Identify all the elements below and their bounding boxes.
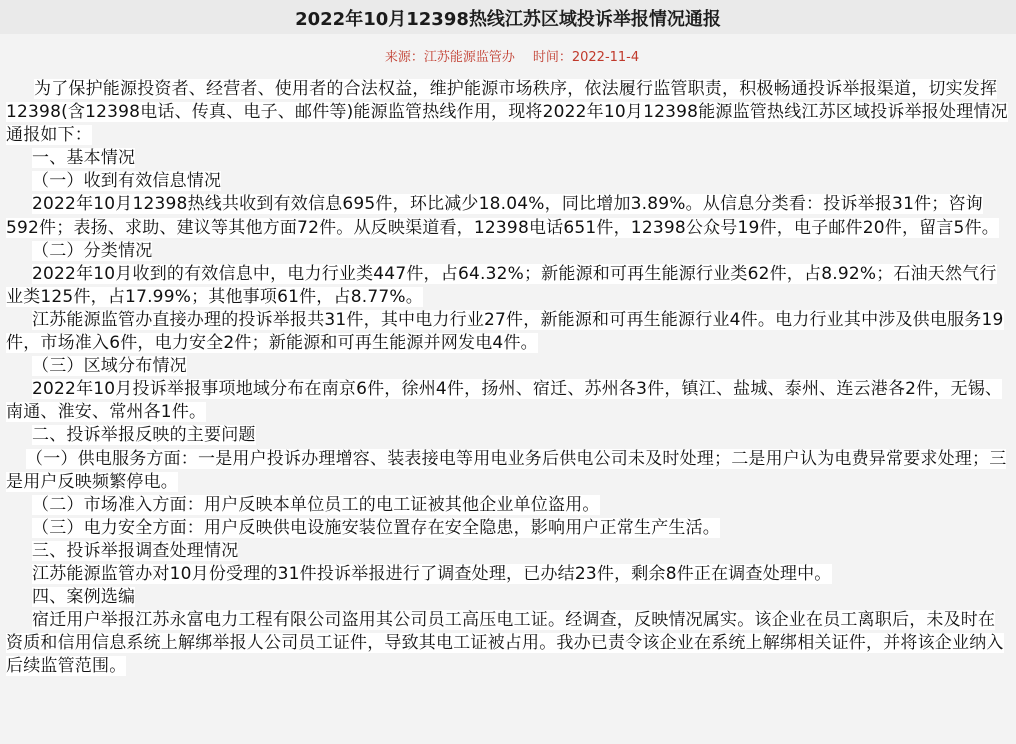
paragraph-classification: 2022年10月收到的有效信息中，电力行业类447件，占64.32%；新能源和可再生能源行业类62件，占8.92%；石油天然气行业类125件，占17.99%；其他事项61件，占8.77%。 — [6, 263, 997, 307]
paragraph-direct-handling: 江苏能源监管办直接办理的投诉举报共31件，其中电力行业27件，新能源和可再生能源行业4件。电力行业其中涉及供电服务19件，市场准入6件，电力安全2件；新能源和可再生能源并网发电4件。 — [6, 309, 1004, 354]
article-meta — [0, 34, 1016, 70]
source-label: 来源：江苏能源监管办 — [384, 49, 515, 65]
section-heading-basic: 一、基本情况 — [32, 148, 136, 169]
title-bar — [0, 0, 1016, 34]
paragraph-received: 2022年10月12398热线共收到有效信息695件，环比减少18.04%，同比增加3.89%。从信息分类看：投诉举报31件；咨询592件；表扬、求助、建议等其他方面72件。从反映渠道看，12398电话651件，12398公众号19件，电子邮件20件，留言5件。 — [6, 194, 999, 238]
paragraph-issue-market-access: （二）市场准入方面：用户反映本单位员工的电工证被其他企业单位盗用。 — [32, 494, 600, 515]
subsection-heading-region: （三）区域分布情况 — [32, 356, 187, 377]
article-body — [0, 70, 1016, 678]
paragraph-issue-power-safety: （三）电力安全方面：用户反映供电设施安装位置存在安全隐患，影响用户正常生产生活。 — [32, 517, 720, 538]
paragraph-investigation: 江苏能源监管办对10月份受理的31件投诉举报进行了调查处理，已办结23件，剩余8件正在调查处理中。 — [32, 563, 832, 584]
subsection-heading-classification: （二）分类情况 — [32, 240, 153, 261]
paragraph-case: 宿迁用户举报江苏永富电力工程有限公司盗用其公司员工高压电工证。经调查，反映情况属实。该企业在员工离职后，未及时在资质和信用信息系统上解绑举报人公司员工证件，导致其电工证被占用。我办已责令该企业在系统上解绑相关证件，并将该企业纳入后续监管范围。 — [6, 610, 1004, 677]
subsection-heading-received: （一）收到有效信息情况 — [32, 171, 222, 192]
paragraph-issue-power-service: （一）供电服务方面：一是用户投诉办理增容、装表接电等用电业务后供电公司未及时处理；二是用户认为电费异常要求处理；三是用户反映频繁停电。 — [6, 448, 1007, 492]
page-title: 2022年10月12398热线江苏区域投诉举报情况通报 — [295, 9, 721, 30]
section-heading-cases: 四、案例选编 — [32, 587, 136, 608]
publish-time: 时间：2022-11-4 — [532, 49, 640, 65]
section-heading-issues: 二、投诉举报反映的主要问题 — [32, 425, 256, 446]
paragraph-region: 2022年10月投诉举报事项地域分布在南京6件，徐州4件，扬州、宿迁、苏州各3件，镇江、盐城、泰州、连云港各2件，无锡、南通、淮安、常州各1件。 — [6, 379, 1003, 423]
section-heading-investigation: 三、投诉举报调查处理情况 — [32, 540, 239, 561]
paragraph-intro: 为了保护能源投资者、经营者、使用者的合法权益，维护能源市场秩序，依法履行监管职责，积极畅通投诉举报渠道，切实发挥12398(含12398电话、传真、电子、邮件等)能源监管热线作用，现将2022年10月12398能源监管热线江苏区域投诉举报处理情况通报如下： — [6, 79, 1008, 146]
